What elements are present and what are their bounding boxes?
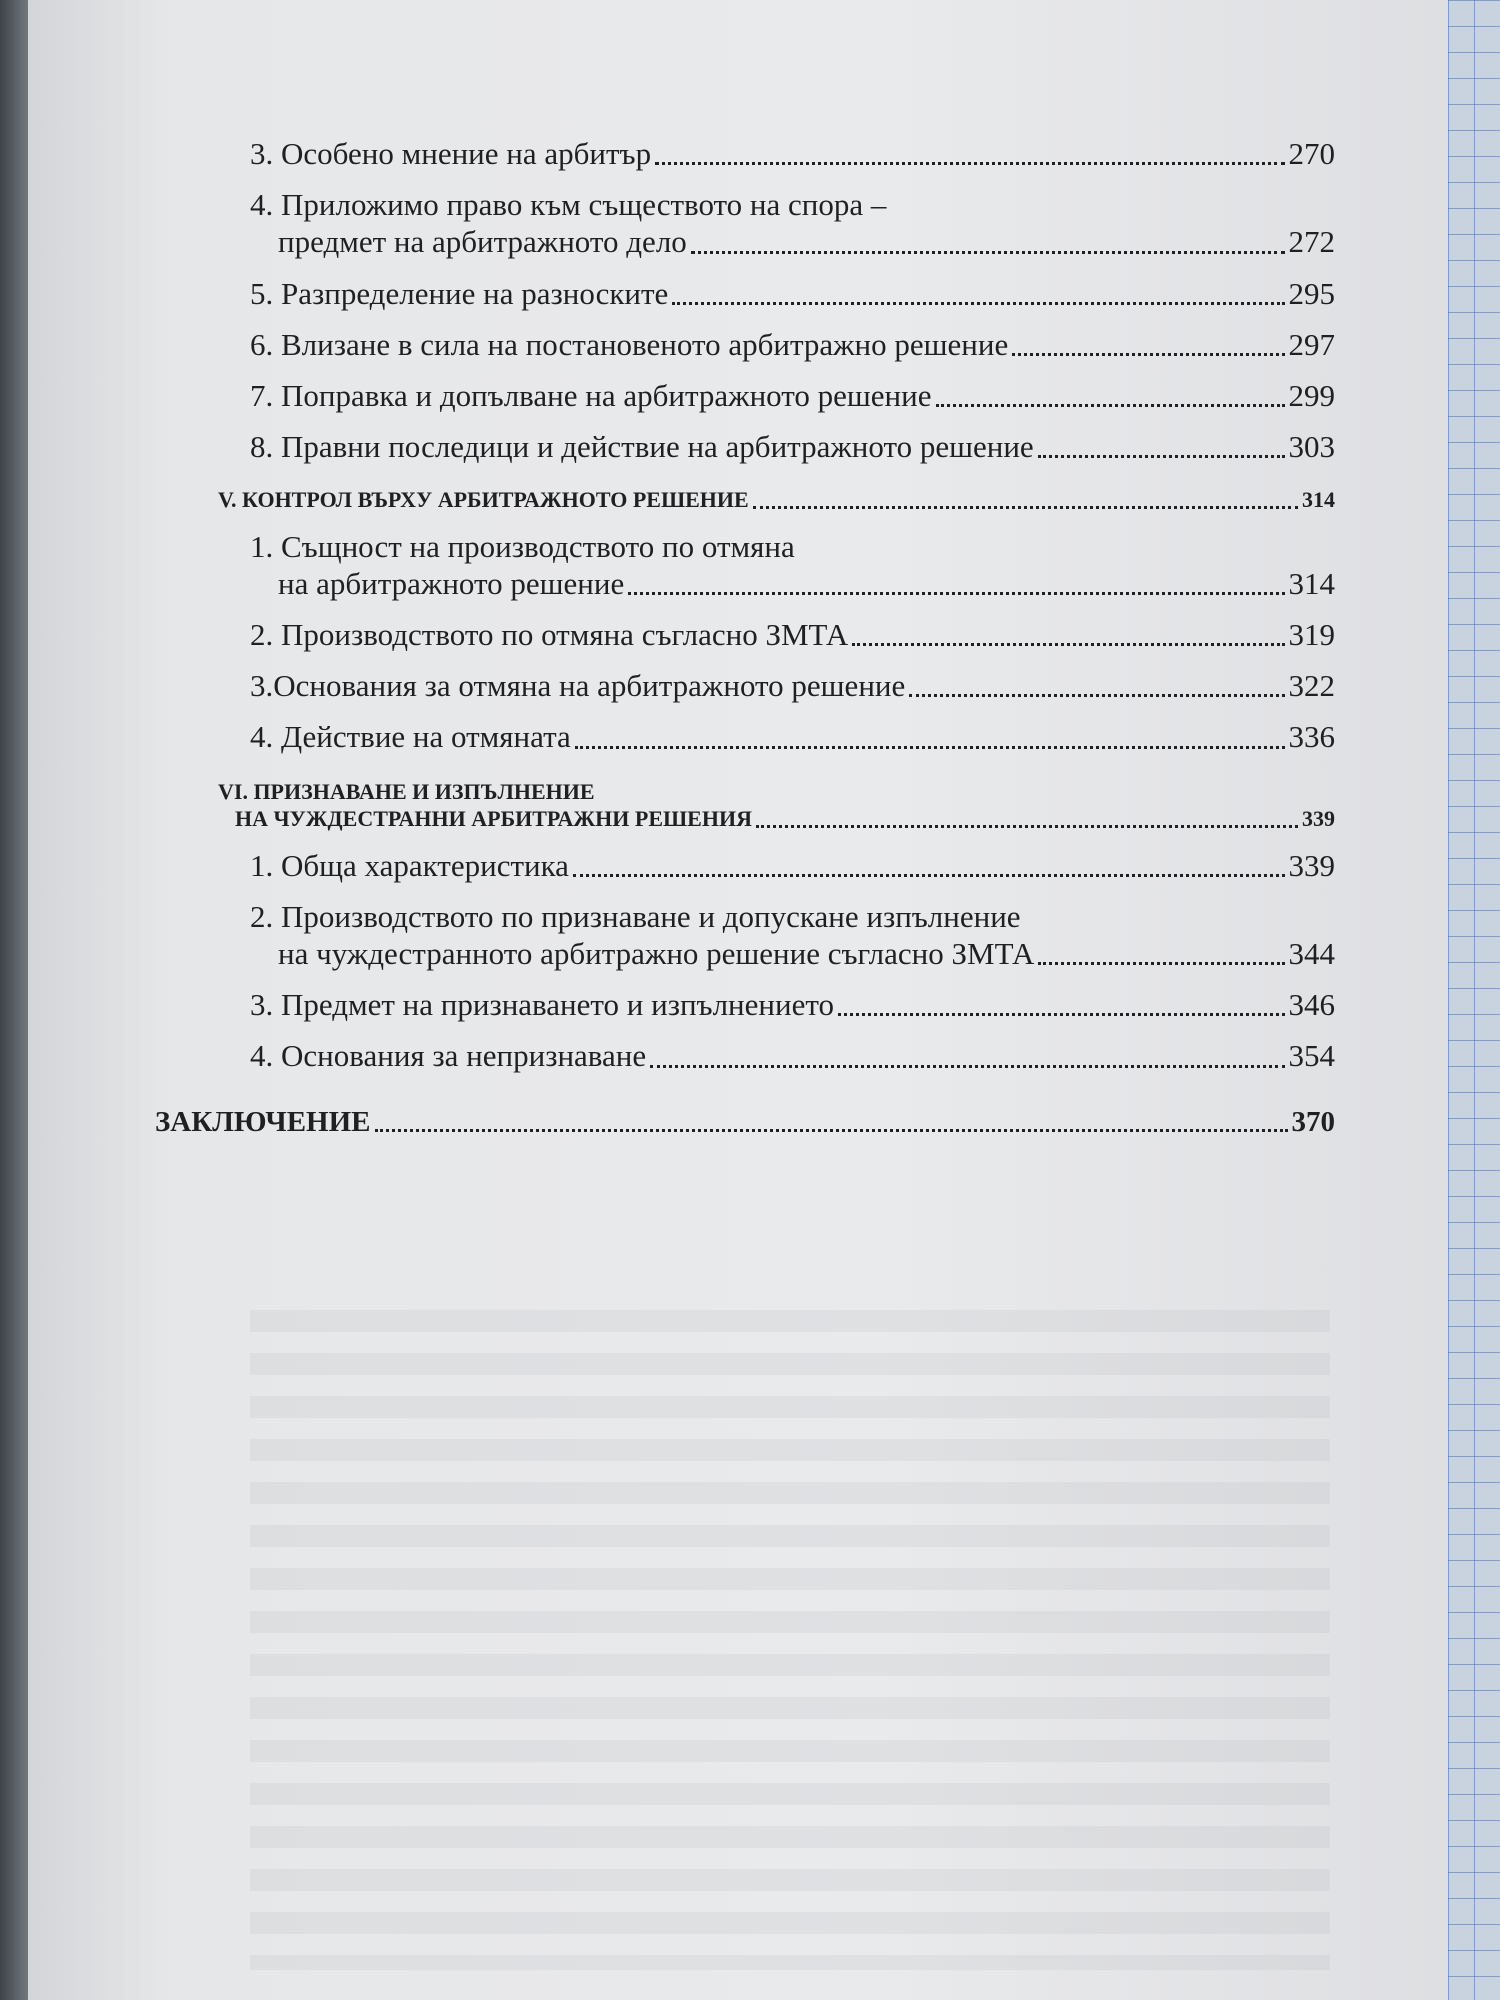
page-number: 370	[1291, 1105, 1335, 1138]
toc-entry: 7. Поправка и допълване на арбитражното решение 299	[250, 377, 1335, 413]
dot-leader	[852, 642, 1284, 646]
page-number: 270	[1288, 136, 1335, 171]
toc-conclusion: ЗАКЛЮЧЕНИЕ 370	[155, 1105, 1335, 1138]
toc-entry: 3. Особено мнение на арбитър 270	[250, 136, 1335, 171]
toc-entry: 6. Влизане в сила на постановеното арбитражно решение 297	[250, 326, 1335, 362]
page-number: 314	[1302, 487, 1335, 513]
page-number: 339	[1288, 847, 1335, 883]
dot-leader	[909, 693, 1284, 697]
page-number: 297	[1288, 326, 1335, 362]
page-number: 303	[1288, 429, 1335, 465]
page-number: 272	[1288, 224, 1335, 260]
toc-entry: 5. Разпределение на разноските 295	[250, 275, 1335, 311]
page-number: 344	[1288, 936, 1335, 971]
dot-leader	[575, 745, 1285, 749]
page-number: 354	[1288, 1038, 1335, 1074]
table-of-contents	[155, 135, 1335, 1139]
dot-leader	[936, 403, 1285, 407]
page-number: 319	[1288, 617, 1335, 653]
toc-entry: 4. Действие на отмяната 336	[250, 719, 1335, 755]
dot-leader	[691, 250, 1285, 254]
grid-paper-background	[1448, 0, 1500, 2000]
dot-leader	[672, 301, 1284, 305]
dot-leader	[1038, 961, 1284, 965]
toc-entry: 3. Предмет на признаването и изпълнението 346	[250, 987, 1335, 1023]
page-number: 299	[1288, 377, 1335, 413]
page-number: 314	[1288, 565, 1335, 601]
page-number: 336	[1288, 719, 1335, 755]
show-through-text	[250, 1310, 1330, 1970]
page-number: 322	[1288, 668, 1335, 704]
page-number: 339	[1302, 806, 1335, 832]
dot-leader	[1038, 454, 1285, 458]
toc-entry: 4. Приложимо право към съществото на спора – предмет на арбитражното дело 272	[250, 187, 1335, 260]
toc-section-heading: VI. ПРИЗНАВАНЕ И ИЗПЪЛНЕНИЕ НА ЧУЖДЕСТРАННИ АРБИТРАЖНИ РЕШЕНИЯ 339	[218, 778, 1335, 832]
toc-entry: 2. Производството по признаване и допускане изпълнение на чуждестранното арбитражно решение съгласно ЗМТА 344	[250, 898, 1335, 971]
dot-leader	[1012, 352, 1284, 356]
page-number: 346	[1288, 987, 1335, 1023]
toc-entry: 1. Обща характеристика 339	[250, 847, 1335, 883]
dot-leader	[756, 824, 1298, 828]
dot-leader	[573, 873, 1285, 877]
dot-leader	[650, 1064, 1284, 1068]
dot-leader	[628, 591, 1284, 595]
dot-leader	[753, 505, 1298, 509]
toc-entry: 1. Същност на производството по отмяна на арбитражното решение 314	[250, 528, 1335, 601]
toc-entry: 8. Правни последици и действие на арбитражното решение 303	[250, 429, 1335, 465]
dot-leader	[838, 1012, 1285, 1016]
dot-leader	[655, 161, 1284, 165]
toc-entry: 3.Основания за отмяна на арбитражното решение 322	[250, 668, 1335, 704]
toc-section-heading: V. КОНТРОЛ ВЪРХУ АРБИТРАЖНОТО РЕШЕНИЕ 314	[218, 487, 1335, 513]
page-number: 295	[1288, 275, 1335, 311]
toc-entry: 4. Основания за непризнаване 354	[250, 1038, 1335, 1074]
toc-entry: 2. Производството по отмяна съгласно ЗМТА 319	[250, 617, 1335, 653]
dot-leader	[375, 1128, 1288, 1132]
